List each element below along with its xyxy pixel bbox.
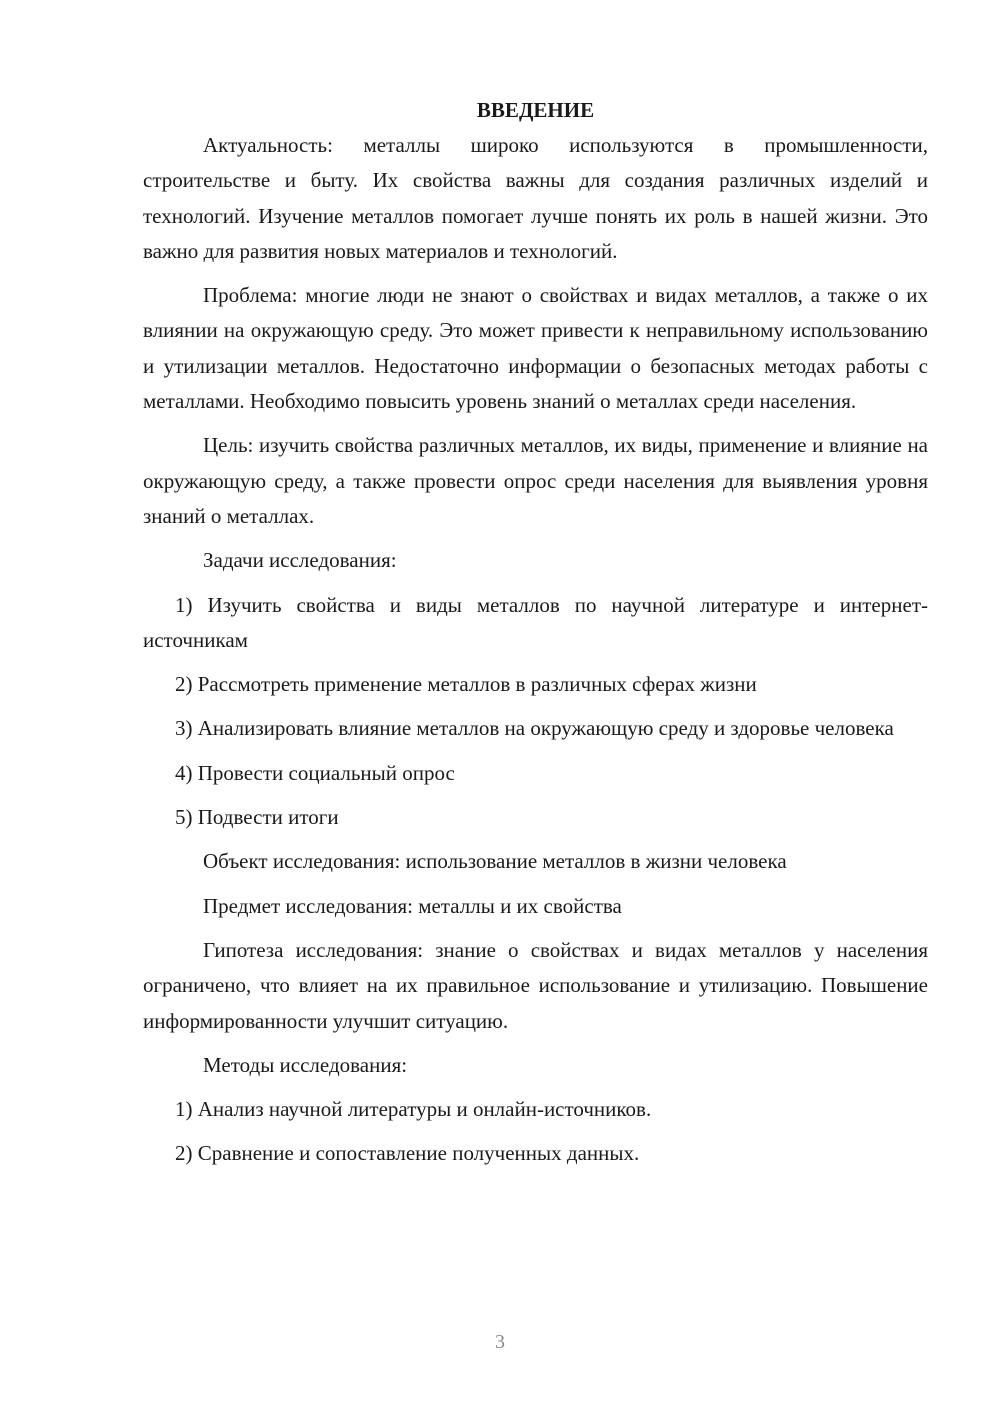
paragraph-problem: Проблема: многие люди не знают о свойствах и видах металлов, а также о их влиянии на окружающую среду. Это может привести к неправильному использованию и утилизации металлов. Недостаточно информации о безопасных методах работы с металлами. Необходимо повысить уровень знаний о металлах среди населения.: [143, 283, 928, 414]
document-page: [143, 92, 928, 1181]
method-item: 1) Анализ научной литературы и онлайн-источников.: [175, 1097, 652, 1122]
task-item: 3) Анализировать влияние металлов на окружающую среду и здоровье человека: [175, 716, 894, 741]
paragraph-subject: Предмет исследования: металлы и их свойства: [203, 893, 622, 918]
task-item: 4) Провести социальный опрос: [175, 760, 455, 785]
methods-heading: Методы исследования:: [203, 1052, 408, 1077]
tasks-heading: Задачи исследования:: [203, 548, 397, 573]
paragraph-relevance: Актуальность: металлы широко используются в промышленности, строительстве и быту. Их свойства важны для создания различных изделий и технологий. Изучение металлов помогает лучше понять их роль в нашей жизни. Это важно для развития новых материалов и технологий.: [143, 133, 928, 263]
method-item: 2) Сравнение и сопоставление полученных данных.: [175, 1141, 640, 1166]
task-item: 5) Подвести итоги: [175, 805, 339, 830]
task-item: 1) Изучить свойства и виды металлов по научной литературе и интернет-источникам: [143, 592, 928, 652]
paragraph-hypothesis: Гипотеза исследования: знание о свойствах и видах металлов у населения ограничено, что влияет на их правильное использование и утилизацию. Повышение информированности улучшит ситуацию.: [143, 937, 928, 1033]
section-title: ВВЕДЕНИЕ: [476, 98, 595, 122]
task-item: 2) Рассмотреть применение металлов в различных сферах жизни: [175, 672, 757, 697]
paragraph-object: Объект исследования: использование металлов в жизни человека: [203, 849, 787, 874]
paragraph-goal: Цель: изучить свойства различных металлов, их виды, применение и влияние на окружающую среду, а также провести опрос среди населения для выявления уровня знаний о металлах.: [143, 433, 928, 528]
page-number: 3: [495, 1331, 505, 1353]
